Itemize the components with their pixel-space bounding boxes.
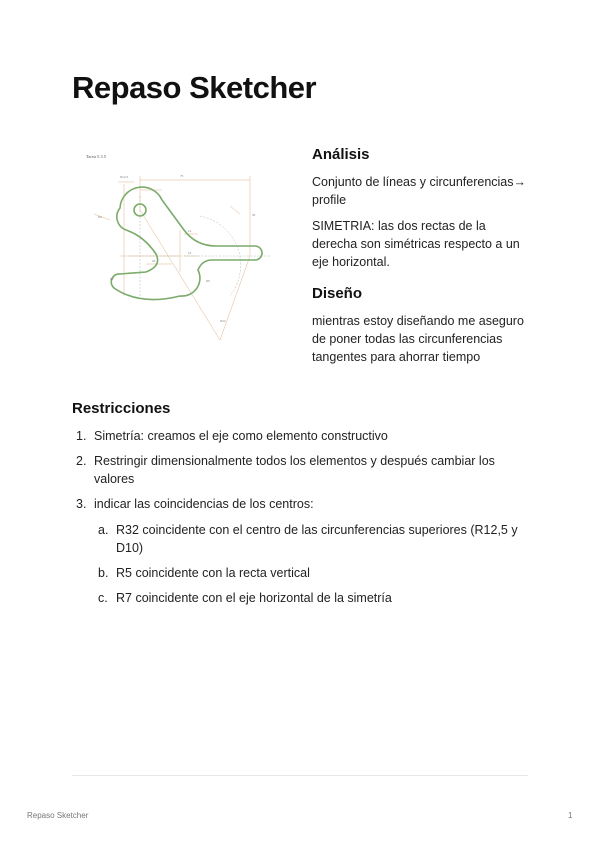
sub-list-item	[94, 521, 532, 557]
dimension-labels	[98, 174, 256, 323]
svg-text:14: 14	[188, 251, 192, 255]
list-item	[72, 427, 532, 445]
svg-text:12: 12	[188, 229, 192, 233]
svg-text:23: 23	[152, 259, 156, 263]
list-item-text: indicar las coincidencias de los centros:	[94, 497, 314, 511]
svg-text:35: 35	[252, 213, 256, 217]
diseno-heading: Diseño	[312, 285, 363, 302]
list-item	[72, 495, 532, 607]
sketch-drawing	[80, 146, 270, 352]
page-number: 1	[568, 811, 573, 820]
restricciones-list	[72, 427, 532, 607]
list-number: 1.	[76, 429, 87, 443]
sub-list-item-text: R32 coincidente con el centro de las circunferencias superiores (R12,5 y D10)	[116, 523, 518, 555]
svg-text:R32: R32	[220, 319, 226, 323]
footer-title: Repaso Sketcher	[27, 811, 89, 820]
analisis-paragraph-2: SIMETRIA: las dos rectas de la derecha son simétricas respecto a un eje horizontal.	[312, 219, 520, 269]
sketch-svg	[80, 146, 270, 352]
dimension-lines	[94, 176, 250, 340]
figure-caption: Tarea 5.3.5	[86, 154, 107, 159]
sub-list-item-text: R7 coincidente con el eje horizontal de la simetría	[116, 591, 392, 605]
sub-list	[94, 521, 532, 607]
sub-list-letter: b.	[98, 566, 109, 580]
diseno-section	[312, 285, 532, 366]
sub-list-item-text: R5 coincidente con la recta vertical	[116, 566, 310, 580]
right-column	[312, 146, 532, 374]
svg-text:R4: R4	[98, 215, 102, 219]
svg-text:75: 75	[180, 174, 184, 178]
analisis-section	[312, 146, 532, 271]
sub-list-item	[94, 564, 532, 582]
restricciones-section	[72, 400, 532, 614]
sub-list-letter: c.	[98, 591, 108, 605]
list-item-text: Restringir dimensionalmente todos los elementos y después cambiar los valores	[94, 454, 495, 486]
svg-text:R12,5: R12,5	[120, 175, 129, 179]
list-number: 2.	[76, 454, 87, 468]
svg-text:R5: R5	[206, 279, 210, 283]
footer-divider	[72, 775, 528, 776]
sub-list-letter: a.	[98, 523, 109, 537]
list-item	[72, 452, 532, 488]
list-number: 3.	[76, 497, 87, 511]
list-item-text: Simetría: creamos el eje como elemento constructivo	[94, 429, 388, 443]
svg-text:R7: R7	[110, 277, 114, 281]
restricciones-heading: Restricciones	[72, 400, 171, 417]
diseno-paragraph: mientras estoy diseñando me aseguro de poner todas las circunferencias tangentes para ahorrar tiempo	[312, 314, 524, 364]
analisis-paragraph-1: Conjunto de líneas y circunferencias→ profile	[312, 175, 527, 207]
profile-outline	[111, 187, 262, 299]
analisis-heading: Análisis	[312, 146, 370, 163]
sub-list-item	[94, 589, 532, 607]
page-title: Repaso Sketcher	[72, 70, 317, 105]
